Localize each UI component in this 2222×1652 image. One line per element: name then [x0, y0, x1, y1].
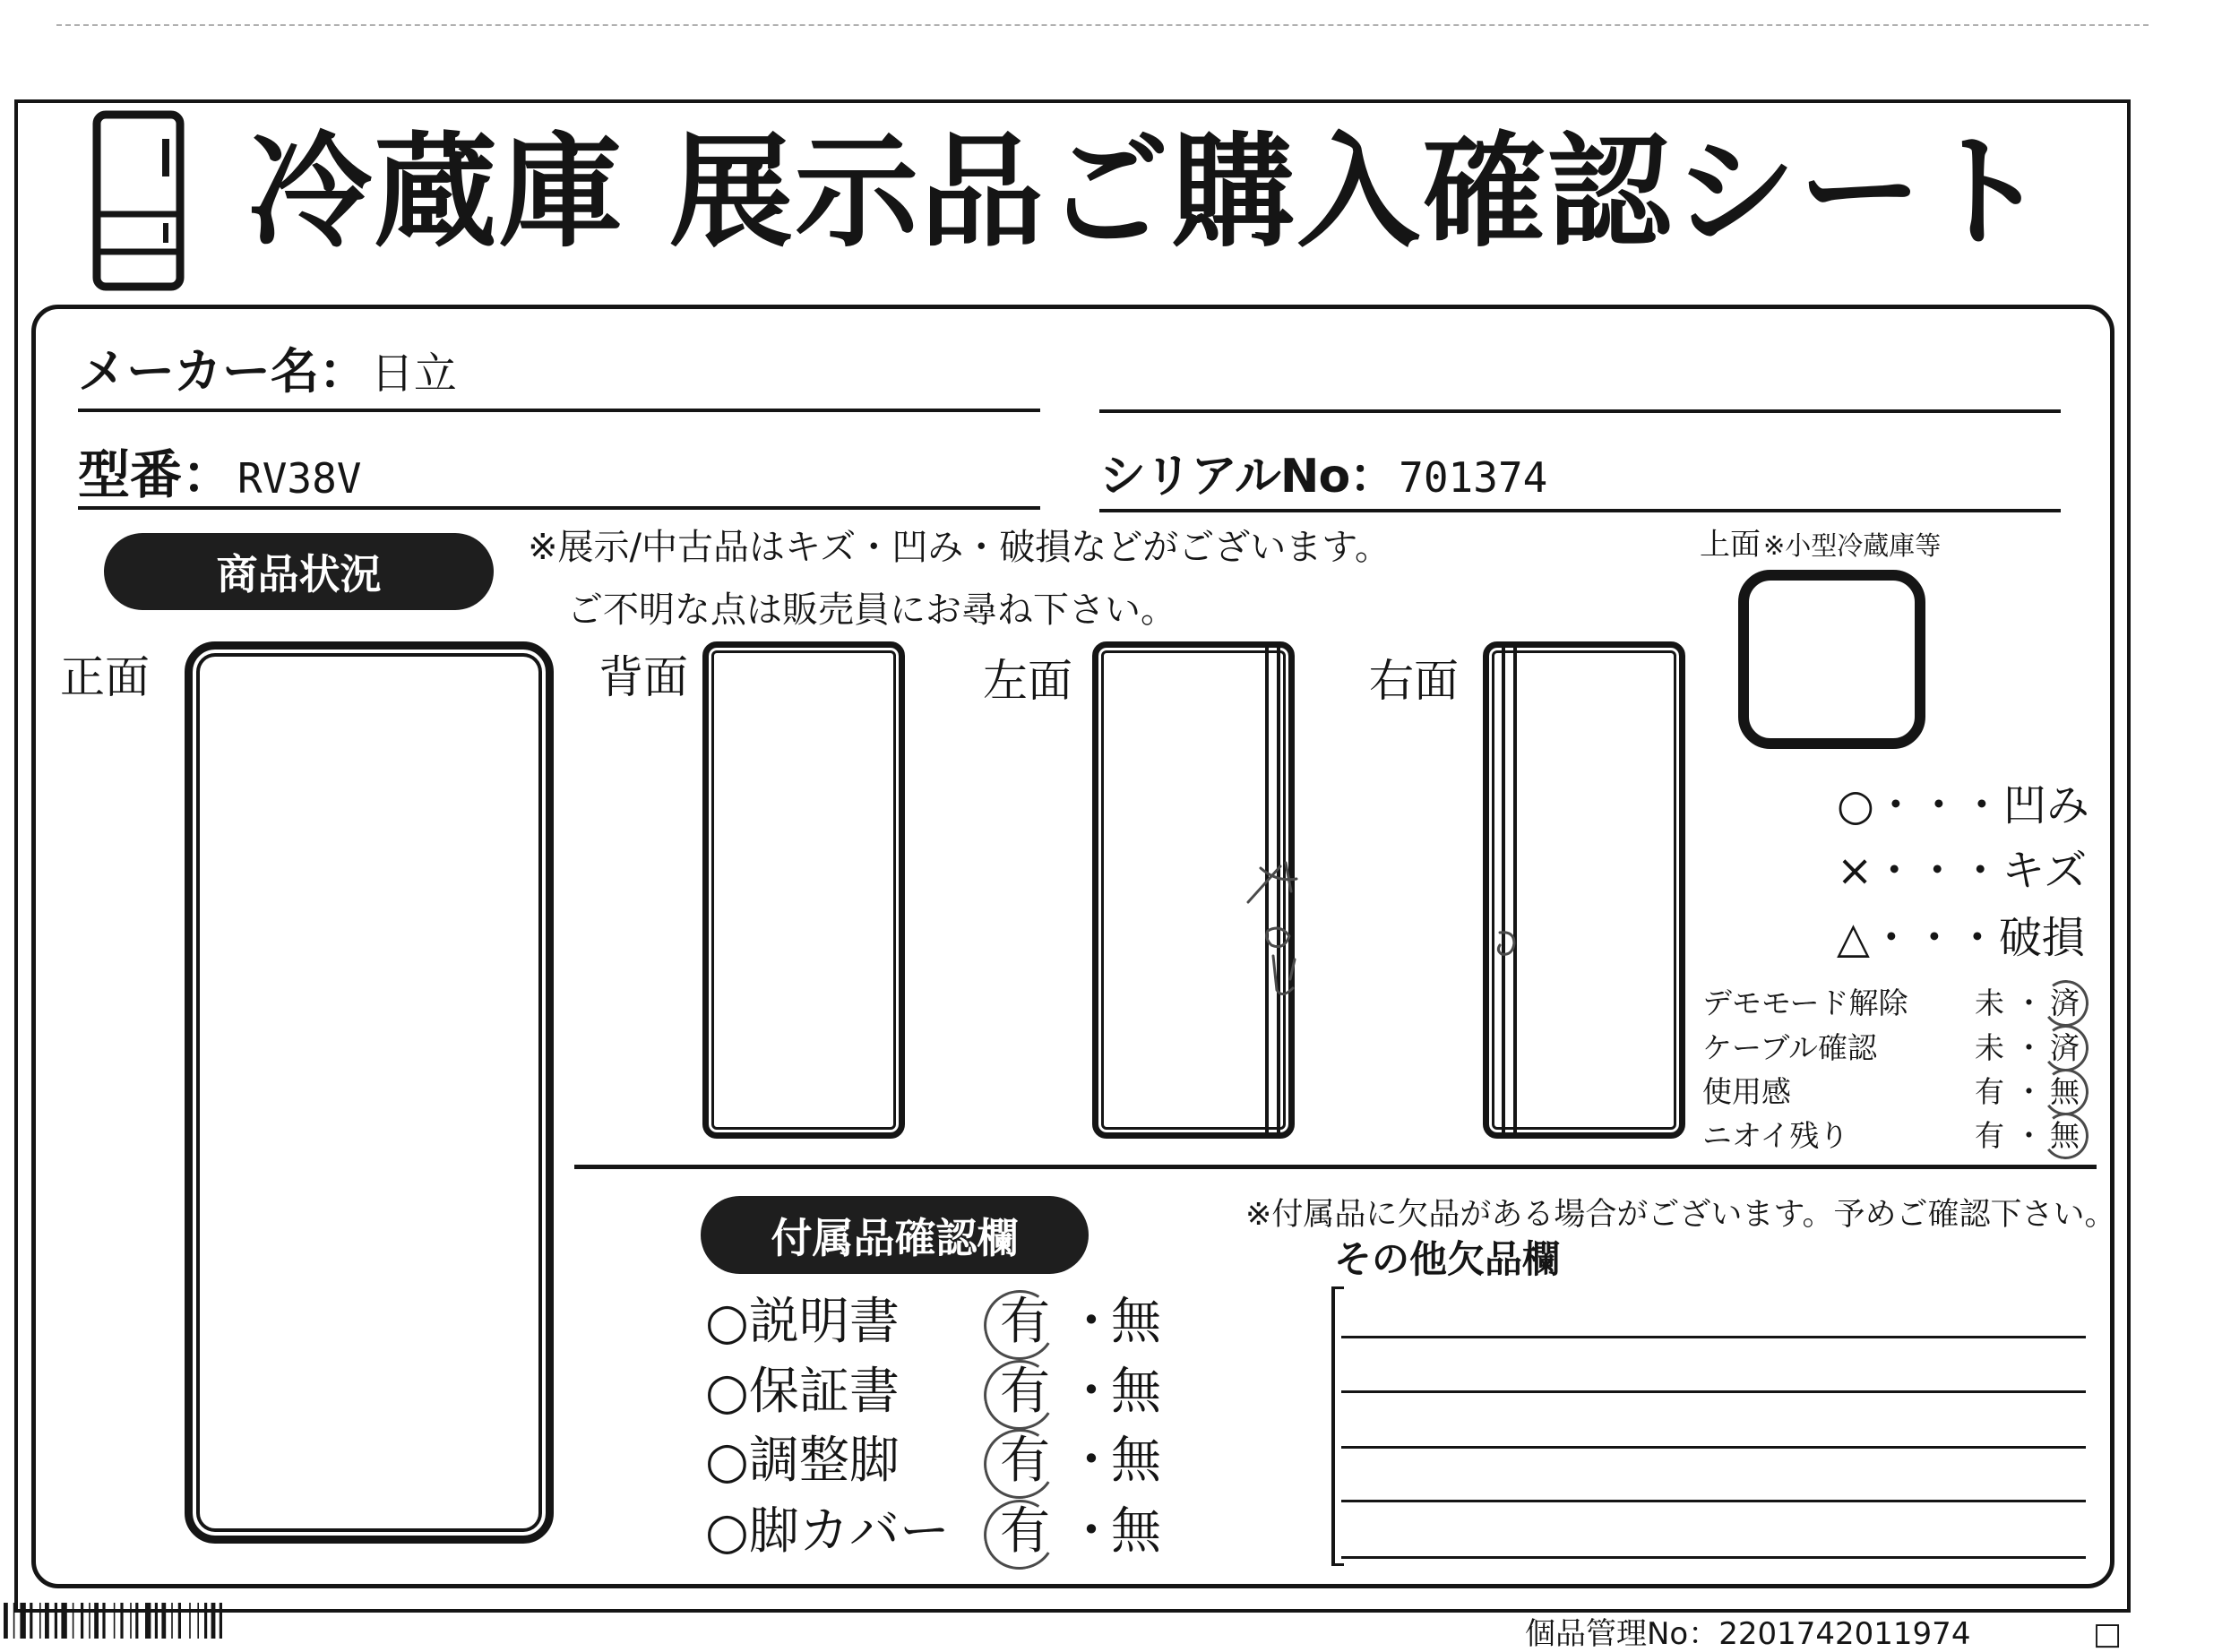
accessory-option-yes: 有	[1000, 1432, 1050, 1490]
accessory-option-no: 無	[1111, 1432, 1161, 1490]
serial-field	[1099, 448, 1547, 506]
serial-label: シリアルNo：	[1099, 450, 1396, 503]
management-number: 個品管理No：2201742011974	[1525, 1616, 1971, 1652]
barcode-bar	[20, 1603, 25, 1639]
view-left-label: 左面	[983, 655, 1072, 707]
view-right-label: 右面	[1369, 655, 1459, 707]
barcode-bar	[45, 1603, 49, 1639]
top-view-diagram	[1738, 570, 1925, 749]
check-option-2: 無	[2050, 1118, 2080, 1153]
barcode-bar	[211, 1603, 216, 1639]
barcode-bar	[120, 1603, 123, 1639]
accessory-option-yes: 有	[1000, 1363, 1050, 1421]
accessory-separator: ・	[1066, 1293, 1116, 1351]
accessory-separator: ・	[1066, 1432, 1116, 1490]
sheet-title: 冷蔵庫 展示品ご購入確認シート	[248, 120, 2050, 264]
check-separator: ・	[2014, 1074, 2044, 1109]
check-option-2: 済	[2050, 1030, 2080, 1065]
check-label: ニオイ残り	[1702, 1118, 1849, 1153]
condition-heading: 商品状況	[104, 533, 494, 610]
check-row-odor	[1702, 1118, 2097, 1156]
barcode-bar	[135, 1603, 138, 1639]
model-field	[78, 446, 362, 507]
condition-note-2: ご不明な点は販売員にお尋ね下さい。	[567, 589, 1176, 631]
barcode-bar	[89, 1603, 90, 1639]
model-label: 型番：	[78, 444, 235, 505]
accessory-label: ○脚カバー	[705, 1502, 950, 1561]
view-front-label: 正面	[60, 651, 150, 703]
accessory-row-foot-cover	[705, 1503, 1207, 1562]
barcode-bar	[114, 1603, 116, 1639]
accessory-label: ○保証書	[705, 1363, 900, 1421]
scan-edge-line	[56, 24, 2149, 26]
serial-underline	[1099, 509, 2061, 512]
barcode-bar	[204, 1603, 207, 1639]
accessory-label: ○説明書	[705, 1293, 900, 1351]
check-row-demo-mode	[1702, 985, 2097, 1023]
check-label: 使用感	[1702, 1074, 1791, 1109]
bracket-top-tick	[1331, 1286, 1344, 1289]
check-option-1: 有	[1975, 1118, 2004, 1153]
maker-underline	[78, 409, 1040, 412]
accessory-option-yes: 有	[1000, 1502, 1050, 1561]
write-line	[1341, 1446, 2086, 1449]
write-line	[1341, 1336, 2086, 1338]
barcode-bar	[130, 1603, 132, 1639]
check-separator: ・	[2014, 1118, 2044, 1153]
front-view-diagram	[185, 641, 554, 1544]
accessories-heading: 付属品確認欄	[701, 1196, 1089, 1274]
view-top-note: ※小型冷蔵庫等	[1763, 530, 1942, 561]
barcode-bar	[39, 1603, 41, 1639]
check-option-1: 未	[1975, 985, 2004, 1020]
check-separator: ・	[2014, 1030, 2044, 1065]
accessory-option-no: 無	[1111, 1293, 1161, 1351]
barcode-bar	[145, 1603, 151, 1639]
serial-value: 701374	[1399, 453, 1548, 502]
accessory-separator: ・	[1066, 1363, 1116, 1421]
barcode-bar	[61, 1603, 66, 1639]
barcode-bar	[30, 1603, 32, 1639]
right-view-diagram	[1483, 641, 1685, 1139]
barcode-bar	[81, 1603, 83, 1639]
maker-value: 日立	[370, 348, 457, 399]
accessories-note: ※付属品に欠品がある場合がございます。予めご確認下さい。	[1245, 1197, 2116, 1233]
maker-field	[78, 344, 457, 401]
barcode-bar	[178, 1603, 181, 1639]
check-option-2: 無	[2050, 1074, 2080, 1109]
write-line	[1341, 1556, 2086, 1559]
write-line	[1341, 1390, 2086, 1393]
section-divider	[574, 1165, 2097, 1169]
barcode-bar	[171, 1603, 173, 1639]
back-view-diagram	[702, 641, 905, 1139]
check-option-2: 済	[2050, 985, 2080, 1020]
barcode-bar	[4, 1603, 8, 1639]
write-line	[1341, 1500, 2086, 1502]
model-value: RV38V	[237, 454, 362, 503]
accessory-row-manual	[705, 1294, 1207, 1353]
blank-underline	[1099, 409, 2061, 413]
legend-damage: △・・・破損	[1837, 913, 2085, 963]
view-back-label: 背面	[599, 651, 688, 703]
check-label: ケーブル確認	[1702, 1030, 1878, 1065]
barcode-bar	[189, 1603, 191, 1639]
barcode	[0, 1603, 319, 1639]
legend-dent: ○・・・凹み	[1837, 780, 2089, 830]
barcode-bar	[73, 1603, 74, 1639]
accessory-separator: ・	[1066, 1502, 1116, 1561]
footer-checkbox: □	[2093, 1616, 2123, 1652]
other-missing-bracket	[1331, 1286, 1335, 1566]
view-top-label: 上面	[1700, 527, 1761, 563]
handwritten-damage-mark	[1241, 856, 1322, 1008]
barcode-bar	[161, 1603, 166, 1639]
model-underline	[78, 506, 1040, 510]
accessory-option-no: 無	[1111, 1502, 1161, 1561]
barcode-bar	[13, 1603, 15, 1639]
check-row-usage	[1702, 1074, 2097, 1112]
accessory-option-no: 無	[1111, 1363, 1161, 1421]
check-option-1: 未	[1975, 1030, 2004, 1065]
refrigerator-icon	[92, 110, 185, 291]
accessory-row-adjuster-feet	[705, 1433, 1207, 1492]
barcode-bar	[220, 1603, 222, 1639]
barcode-bar	[55, 1603, 57, 1639]
maker-label: メーカー名：	[78, 343, 367, 400]
accessory-label: ○調整脚	[705, 1432, 900, 1490]
door-edge-line	[1502, 648, 1505, 1132]
legend-scratch: ×・・・キズ	[1837, 846, 2088, 896]
check-label: デモモード解除	[1702, 985, 1908, 1020]
barcode-bar	[94, 1603, 99, 1639]
accessory-option-yes: 有	[1000, 1293, 1050, 1351]
barcode-bar	[155, 1603, 158, 1639]
other-missing-heading: その他欠品欄	[1334, 1237, 1561, 1281]
condition-note-1: ※展示/中古品はキズ・凹み・破損などがございます。	[528, 527, 1391, 568]
check-row-cable	[1702, 1030, 2097, 1068]
check-option-1: 有	[1975, 1074, 2004, 1109]
check-separator: ・	[2014, 985, 2044, 1020]
barcode-bar	[102, 1603, 105, 1639]
door-edge-line	[1513, 648, 1517, 1132]
handwritten-dent-mark	[1491, 927, 1521, 959]
barcode-bar	[197, 1603, 199, 1639]
bracket-bottom-tick	[1331, 1563, 1344, 1566]
accessory-row-warranty	[705, 1364, 1207, 1423]
